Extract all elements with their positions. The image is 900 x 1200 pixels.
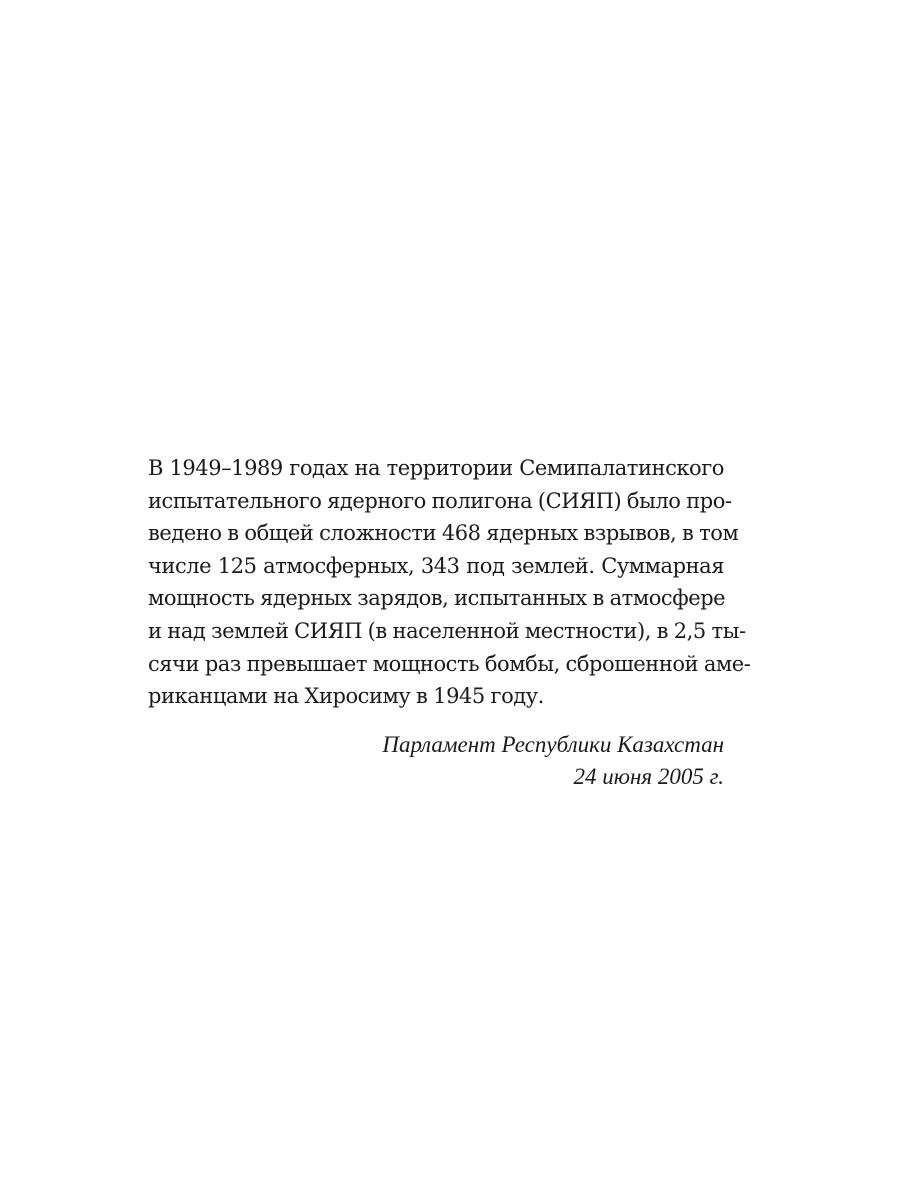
epigraph-line: сячи раз превышает мощность бомбы, сброшенной аме- bbox=[148, 651, 751, 676]
attribution-date: 24 июня 2005 г. bbox=[573, 763, 724, 789]
epigraph-line: риканцами на Хиросиму в 1945 году. bbox=[148, 684, 544, 709]
epigraph-line: и над землей СИЯП (в населенной местности), в 2,5 ты- bbox=[148, 618, 746, 643]
epigraph-line: числе 125 атмосферных, 343 под землей. Суммарная bbox=[148, 553, 724, 578]
epigraph-line: В 1949–1989 годах на территории Семипалатинского bbox=[148, 456, 724, 480]
attribution-source: Парламент Республики Казахстан bbox=[382, 731, 724, 757]
epigraph-line: мощность ядерных зарядов, испытанных в атмосфере bbox=[148, 586, 726, 611]
epigraph-body bbox=[148, 452, 751, 713]
epigraph-line: ведено в общей сложности 468 ядерных взрывов, в том bbox=[148, 521, 739, 546]
epigraph bbox=[148, 452, 751, 793]
epigraph-attribution bbox=[148, 729, 724, 793]
epigraph-line: испытательного ядерного полигона (СИЯП) было про- bbox=[148, 488, 732, 513]
